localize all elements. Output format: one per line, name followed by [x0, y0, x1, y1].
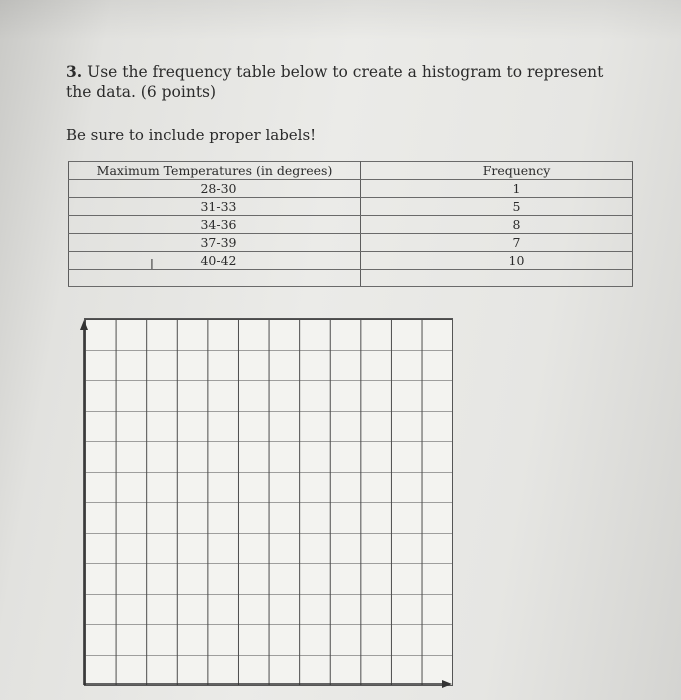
instruction-text: Be sure to include proper labels!: [66, 126, 317, 144]
range-cell: 31-33: [69, 198, 361, 216]
question-body: Use the frequency table below to create a histogram to represent the data. (6 points): [66, 63, 604, 101]
histogram-grid[interactable]: [84, 318, 453, 686]
question-number: 3.: [66, 62, 83, 81]
frequency-cell: 5: [361, 198, 633, 216]
table-row: [69, 216, 633, 234]
range-cell: 28-30: [69, 180, 361, 198]
question-text: [66, 62, 626, 102]
frequency-cell: 1: [361, 180, 633, 198]
empty-cell: [361, 270, 633, 287]
table-header-row: [69, 162, 633, 180]
table-row: [69, 198, 633, 216]
frequency-cell: 7: [361, 234, 633, 252]
table-row: [69, 234, 633, 252]
range-cell: 34-36: [69, 216, 361, 234]
range-cell: 37-39: [69, 234, 361, 252]
range-cell: 40-42: [69, 252, 361, 270]
frequency-cell: 8: [361, 216, 633, 234]
empty-cell: [69, 270, 361, 287]
header-frequency: Frequency: [361, 162, 633, 180]
top-shadow: [0, 0, 681, 40]
header-temperature: Maximum Temperatures (in degrees): [69, 162, 361, 180]
table-row: [69, 180, 633, 198]
text-cursor-icon: I: [150, 258, 154, 273]
frequency-cell: 10: [361, 252, 633, 270]
